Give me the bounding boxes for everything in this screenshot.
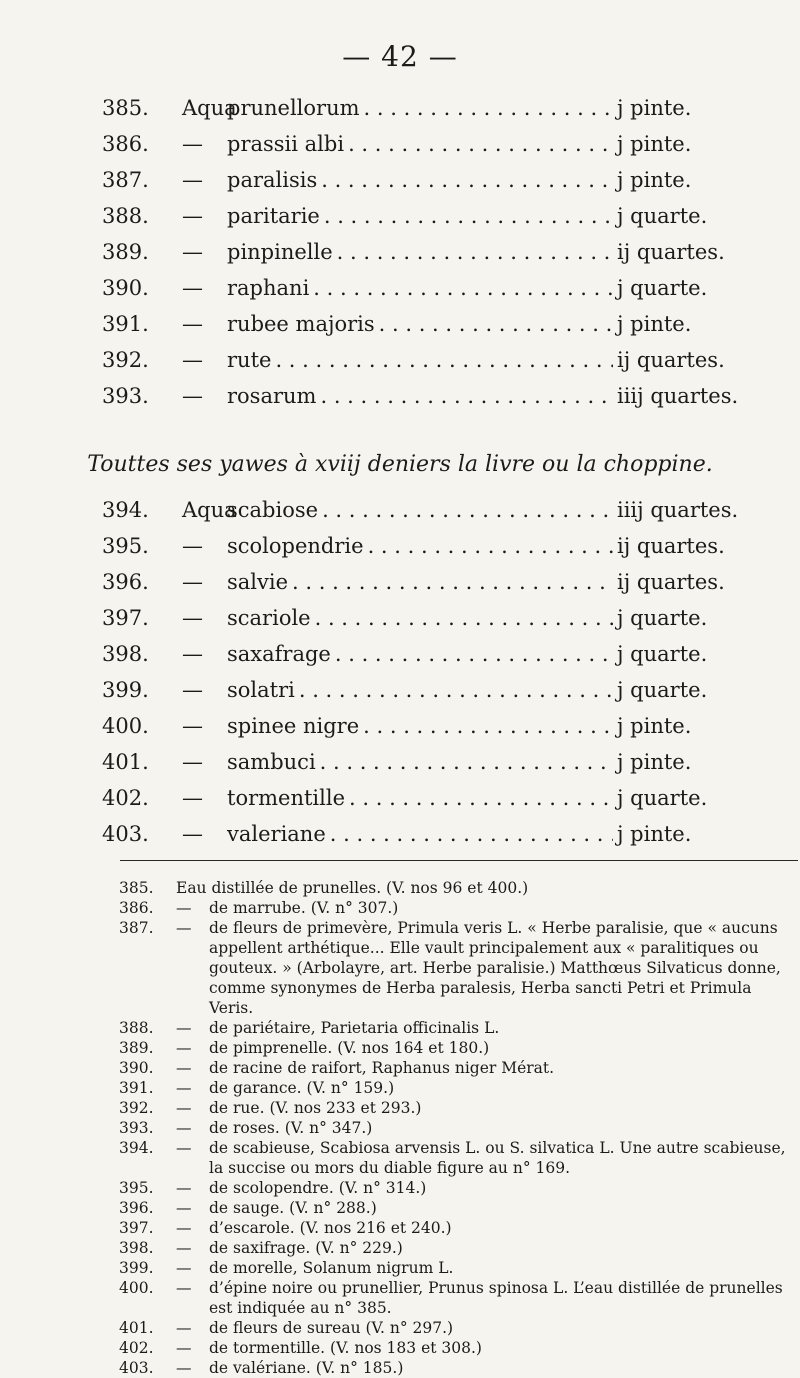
entry-row bbox=[102, 678, 752, 714]
entry-lead: — bbox=[182, 642, 203, 666]
entry-row bbox=[102, 276, 752, 312]
footnote-dash: — bbox=[176, 1139, 192, 1157]
entry-lead: — bbox=[182, 312, 203, 336]
entry-quantity: iiij quartes. bbox=[617, 384, 739, 408]
leader-dots bbox=[322, 498, 613, 522]
entry-number: 388. bbox=[102, 204, 149, 228]
entry-quantity: j pinte. bbox=[617, 96, 692, 120]
footnote bbox=[119, 878, 797, 898]
footnote-dash: — bbox=[176, 1239, 192, 1257]
footnote-number: 396. bbox=[119, 1199, 154, 1217]
entry-list-second bbox=[102, 498, 752, 858]
footnote bbox=[119, 1238, 797, 1258]
footnote-number: 390. bbox=[119, 1059, 154, 1077]
entry-name: raphani bbox=[227, 276, 310, 300]
leader-dots bbox=[299, 678, 613, 702]
entry-row bbox=[102, 498, 752, 534]
entry-quantity: j pinte. bbox=[617, 750, 692, 774]
entry-quantity: ij quartes. bbox=[617, 348, 725, 372]
entry-lead: — bbox=[182, 786, 203, 810]
entry-lead: — bbox=[182, 204, 203, 228]
leader-dots bbox=[320, 384, 613, 408]
footnote bbox=[119, 1018, 797, 1038]
footnote bbox=[119, 1258, 797, 1278]
footnote-text: d’escarole. (V. nos 216 et 240.) bbox=[209, 1219, 452, 1237]
entry-name: solatri bbox=[227, 678, 295, 702]
footnote-dash: — bbox=[176, 1339, 192, 1357]
entry-number: 401. bbox=[102, 750, 149, 774]
entry-lead: — bbox=[182, 678, 203, 702]
leader-dots bbox=[348, 132, 613, 156]
entry-name: spinee nigre bbox=[227, 714, 360, 738]
footnote bbox=[119, 1118, 797, 1138]
entry-name: paralisis bbox=[227, 168, 318, 192]
footnote-number: 402. bbox=[119, 1339, 154, 1357]
footnote-number: 387. bbox=[119, 919, 154, 937]
leader-dots bbox=[379, 312, 613, 336]
price-heading: Touttes ses yawes à xviij deniers la livre ou la choppine. bbox=[87, 452, 713, 477]
footnote-dash: — bbox=[176, 1079, 192, 1097]
entry-name: paritarie bbox=[227, 204, 320, 228]
entry-name: pinpinelle bbox=[227, 240, 333, 264]
leader-dots bbox=[363, 714, 613, 738]
leader-dots bbox=[324, 204, 613, 228]
leader-dots bbox=[335, 642, 613, 666]
footnote-divider bbox=[120, 860, 798, 861]
footnote-number: 403. bbox=[119, 1359, 154, 1377]
footnote-dash: — bbox=[176, 1179, 192, 1197]
entry-quantity: j quarte. bbox=[617, 276, 708, 300]
entry-row bbox=[102, 96, 752, 132]
entry-lead: — bbox=[182, 822, 203, 846]
entry-name: tormentille bbox=[227, 786, 346, 810]
footnote-text: de morelle, Solanum nigrum L. bbox=[209, 1259, 454, 1277]
entry-row bbox=[102, 642, 752, 678]
entry-name: scolopendrie bbox=[227, 534, 364, 558]
leader-dots bbox=[320, 750, 613, 774]
footnote-dash: — bbox=[176, 1099, 192, 1117]
entry-row bbox=[102, 786, 752, 822]
entry-lead: — bbox=[182, 750, 203, 774]
leader-dots bbox=[321, 168, 613, 192]
entry-row bbox=[102, 606, 752, 642]
footnote bbox=[119, 918, 797, 1018]
entry-quantity: j pinte. bbox=[617, 822, 692, 846]
footnotes bbox=[119, 878, 797, 1378]
footnote-dash: — bbox=[176, 1259, 192, 1277]
entry-name: salvie bbox=[227, 570, 289, 594]
footnote bbox=[119, 1278, 797, 1318]
footnote-number: 398. bbox=[119, 1239, 154, 1257]
entry-lead: — bbox=[182, 168, 203, 192]
footnote bbox=[119, 1218, 797, 1238]
footnote bbox=[119, 1198, 797, 1218]
footnote-number: 391. bbox=[119, 1079, 154, 1097]
entry-name: prunellorum bbox=[227, 96, 360, 120]
footnote bbox=[119, 1138, 797, 1178]
entry-number: 387. bbox=[102, 168, 149, 192]
entry-row bbox=[102, 570, 752, 606]
footnote bbox=[119, 1318, 797, 1338]
footnote-dash: — bbox=[176, 1199, 192, 1217]
leader-dots bbox=[292, 570, 613, 594]
footnote bbox=[119, 1058, 797, 1078]
footnote-text: de marrube. (V. n° 307.) bbox=[209, 899, 399, 917]
entry-number: 400. bbox=[102, 714, 149, 738]
footnote-number: 397. bbox=[119, 1219, 154, 1237]
entry-number: 390. bbox=[102, 276, 149, 300]
entry-quantity: j quarte. bbox=[617, 786, 708, 810]
entry-row bbox=[102, 714, 752, 750]
footnote-number: 394. bbox=[119, 1139, 154, 1157]
entry-list-first bbox=[102, 96, 752, 420]
footnote-number: 392. bbox=[119, 1099, 154, 1117]
footnote-text: de tormentille. (V. nos 183 et 308.) bbox=[209, 1339, 482, 1357]
footnote-text: de scabieuse, Scabiosa arvensis L. ou S. silvatica L. Une autre scabieuse, la succise ou mors du diable figure au n° 169. bbox=[209, 1139, 786, 1177]
footnote-dash: — bbox=[176, 1019, 192, 1037]
footnote-dash: — bbox=[176, 1279, 192, 1297]
entry-quantity: ij quartes. bbox=[617, 570, 725, 594]
footnote-text: de roses. (V. n° 347.) bbox=[209, 1119, 373, 1137]
footnote-text: de saxifrage. (V. n° 229.) bbox=[209, 1239, 403, 1257]
footnote-dash: — bbox=[176, 1319, 192, 1337]
entry-row bbox=[102, 534, 752, 570]
entry-number: 393. bbox=[102, 384, 149, 408]
entry-lead: — bbox=[182, 606, 203, 630]
leader-dots bbox=[368, 534, 613, 558]
footnote bbox=[119, 1178, 797, 1198]
entry-number: 392. bbox=[102, 348, 149, 372]
leader-dots bbox=[349, 786, 613, 810]
entry-lead: — bbox=[182, 348, 203, 372]
footnote-dash: — bbox=[176, 1219, 192, 1237]
entry-row bbox=[102, 168, 752, 204]
footnote-dash: — bbox=[176, 1059, 192, 1077]
entry-quantity: ij quartes. bbox=[617, 534, 725, 558]
footnote-text: de fleurs de sureau (V. n° 297.) bbox=[209, 1319, 454, 1337]
entry-name: rubee majoris bbox=[227, 312, 375, 336]
footnote-dash: — bbox=[176, 1039, 192, 1057]
footnote-dash: — bbox=[176, 1359, 192, 1377]
entry-lead: — bbox=[182, 132, 203, 156]
entry-row bbox=[102, 750, 752, 786]
entry-lead: — bbox=[182, 714, 203, 738]
leader-dots bbox=[364, 96, 613, 120]
entry-name: saxafrage bbox=[227, 642, 331, 666]
footnote bbox=[119, 1038, 797, 1058]
entry-number: 398. bbox=[102, 642, 149, 666]
entry-quantity: j quarte. bbox=[617, 606, 708, 630]
entry-number: 394. bbox=[102, 498, 149, 522]
footnote-number: 401. bbox=[119, 1319, 154, 1337]
footnote-number: 395. bbox=[119, 1179, 154, 1197]
entry-row bbox=[102, 240, 752, 276]
footnote-text: de rue. (V. nos 233 et 293.) bbox=[209, 1099, 422, 1117]
entry-quantity: j quarte. bbox=[617, 642, 708, 666]
footnote-text: de scolopendre. (V. n° 314.) bbox=[209, 1179, 427, 1197]
entry-row bbox=[102, 348, 752, 384]
footnote-number: 399. bbox=[119, 1259, 154, 1277]
entry-name: sambuci bbox=[227, 750, 316, 774]
entry-quantity: iiij quartes. bbox=[617, 498, 739, 522]
leader-dots bbox=[337, 240, 613, 264]
entry-row bbox=[102, 822, 752, 858]
leader-dots bbox=[275, 348, 613, 372]
entry-lead: Aqua bbox=[182, 498, 237, 522]
entry-row bbox=[102, 132, 752, 168]
entry-quantity: j pinte. bbox=[617, 132, 692, 156]
entry-number: 389. bbox=[102, 240, 149, 264]
entry-number: 395. bbox=[102, 534, 149, 558]
footnote-text: de pimprenelle. (V. nos 164 et 180.) bbox=[209, 1039, 490, 1057]
footnote-text: d’épine noire ou prunellier, Prunus spinosa L. L’eau distillée de prunelles est indiquée au n° 385. bbox=[209, 1279, 783, 1317]
footnote-dash: — bbox=[176, 1119, 192, 1137]
leader-dots bbox=[330, 822, 613, 846]
footnote-number: 385. bbox=[119, 879, 154, 897]
footnote-dash: — bbox=[176, 899, 192, 917]
entry-name: scabiose bbox=[227, 498, 319, 522]
entry-number: 396. bbox=[102, 570, 149, 594]
footnote bbox=[119, 1358, 797, 1378]
footnote-number: 389. bbox=[119, 1039, 154, 1057]
footnote-text: de fleurs de primevère, Primula veris L. « Herbe paralisie, que « aucuns appellent arthétique... Elle vault principalement aux « paralitiques ou gouteux. » (Arbolayre, art. Herbe paralisie.) Matthœus Silvaticus donne, comme synonymes de Herba paralesis, Herba sancti Petri et Primula Veris. bbox=[209, 919, 781, 1017]
entry-row bbox=[102, 312, 752, 348]
footnote-number: 386. bbox=[119, 899, 154, 917]
entry-lead: — bbox=[182, 276, 203, 300]
footnote-text: Eau distillée de prunelles. (V. nos 96 et 400.) bbox=[176, 879, 529, 897]
entry-number: 385. bbox=[102, 96, 149, 120]
footnote-text: de pariétaire, Parietaria officinalis L. bbox=[209, 1019, 500, 1037]
entry-quantity: j pinte. bbox=[617, 168, 692, 192]
footnote-text: de garance. (V. n° 159.) bbox=[209, 1079, 395, 1097]
entry-name: rute bbox=[227, 348, 272, 372]
entry-name: prassii albi bbox=[227, 132, 345, 156]
footnote bbox=[119, 1338, 797, 1358]
footnote bbox=[119, 1098, 797, 1118]
leader-dots bbox=[313, 276, 613, 300]
entry-quantity: j pinte. bbox=[617, 312, 692, 336]
footnote bbox=[119, 898, 797, 918]
leader-dots bbox=[315, 606, 613, 630]
entry-lead: — bbox=[182, 534, 203, 558]
entry-quantity: j quarte. bbox=[617, 678, 708, 702]
entry-name: valeriane bbox=[227, 822, 326, 846]
entry-lead: — bbox=[182, 384, 203, 408]
entry-number: 386. bbox=[102, 132, 149, 156]
footnote-text: de racine de raifort, Raphanus niger Mérat. bbox=[209, 1059, 555, 1077]
entry-quantity: j pinte. bbox=[617, 714, 692, 738]
footnote-number: 393. bbox=[119, 1119, 154, 1137]
entry-lead: Aqua bbox=[182, 96, 237, 120]
entry-quantity: j quarte. bbox=[617, 204, 708, 228]
entry-row bbox=[102, 384, 752, 420]
footnote bbox=[119, 1078, 797, 1098]
entry-number: 391. bbox=[102, 312, 149, 336]
footnote-text: de sauge. (V. n° 288.) bbox=[209, 1199, 377, 1217]
entry-lead: — bbox=[182, 240, 203, 264]
footnote-dash: — bbox=[176, 919, 192, 937]
entry-name: rosarum bbox=[227, 384, 317, 408]
footnote-text: de valériane. (V. n° 185.) bbox=[209, 1359, 404, 1377]
entry-number: 403. bbox=[102, 822, 149, 846]
entry-name: scariole bbox=[227, 606, 311, 630]
entry-quantity: ij quartes. bbox=[617, 240, 725, 264]
entry-number: 399. bbox=[102, 678, 149, 702]
footnote-number: 388. bbox=[119, 1019, 154, 1037]
entry-number: 402. bbox=[102, 786, 149, 810]
entry-lead: — bbox=[182, 570, 203, 594]
page-number: — 42 — bbox=[342, 40, 458, 73]
entry-row bbox=[102, 204, 752, 240]
footnote-number: 400. bbox=[119, 1279, 154, 1297]
entry-number: 397. bbox=[102, 606, 149, 630]
